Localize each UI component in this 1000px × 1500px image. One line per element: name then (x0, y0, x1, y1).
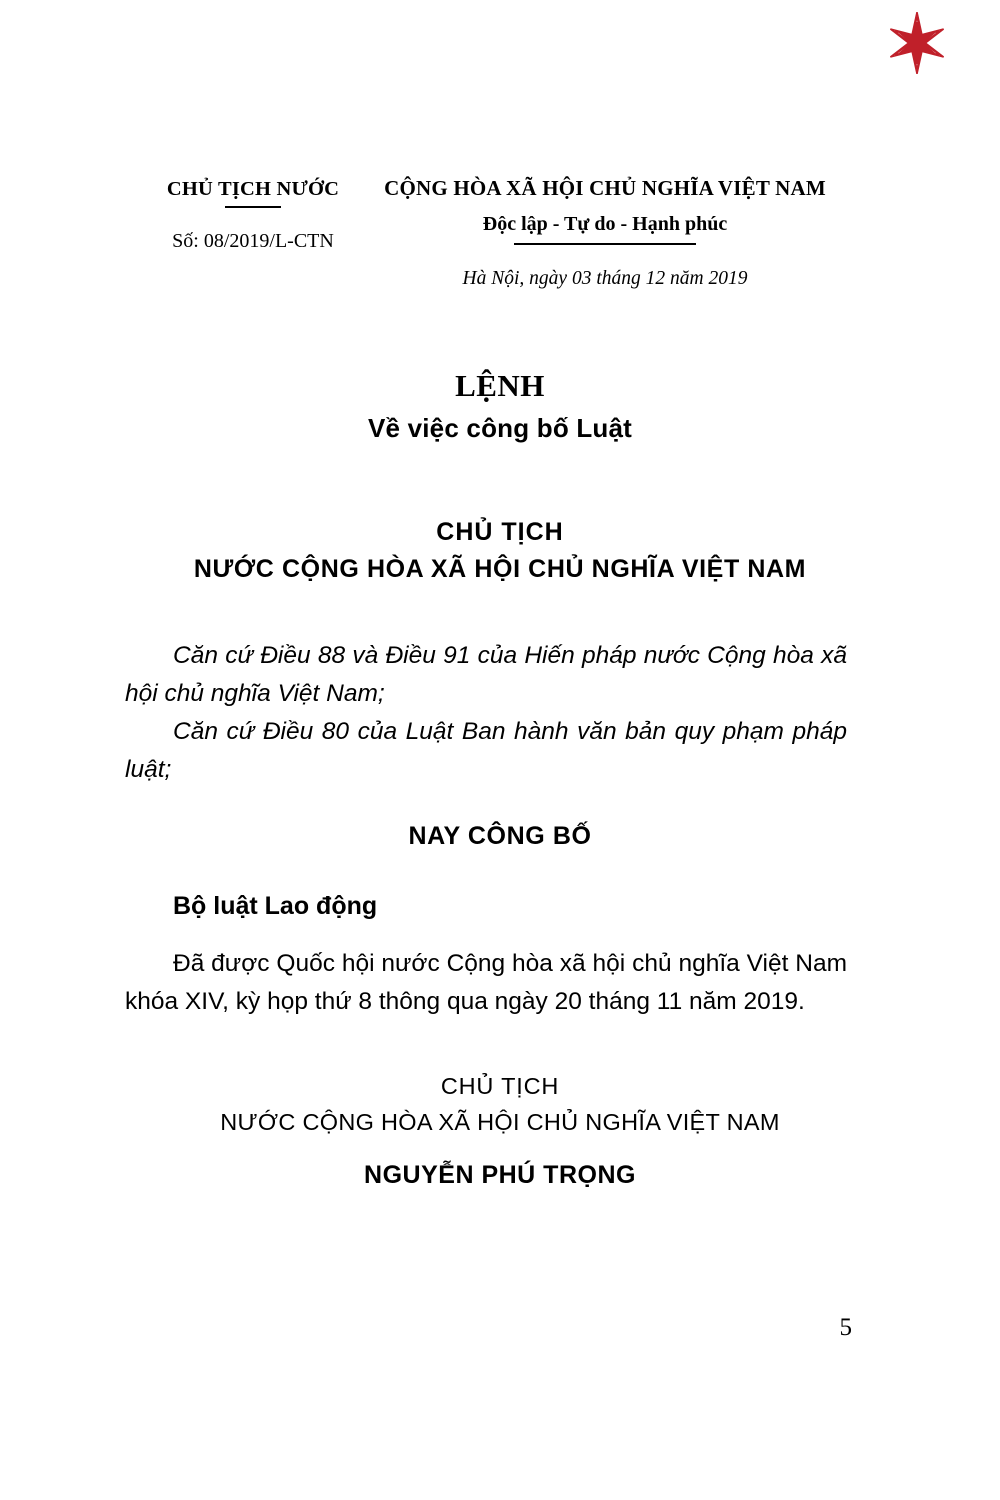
law-name: Bộ luật Lao động (173, 892, 378, 920)
passed-section (125, 945, 847, 1021)
declaration-label: NAY CÔNG BỐ (408, 822, 592, 850)
header-left-block (128, 178, 378, 253)
divider-short (225, 206, 281, 208)
signature-block (0, 1073, 1000, 1190)
authority-block (0, 518, 1000, 584)
page-subtitle: Về việc công bố Luật (367, 413, 633, 443)
document-header (0, 178, 1000, 328)
national-motto: Độc lập - Tự do - Hạnh phúc (482, 213, 728, 235)
authority-line-2: NƯỚC CỘNG HÒA XÃ HỘI CHỦ NGHĨA VIỆT NAM (193, 555, 807, 583)
divider-medium (514, 243, 696, 245)
basis-paragraph-1: Căn cứ Điều 88 và Điều 91 của Hiến pháp nước Cộng hòa xã hội chủ nghĩa Việt Nam; (125, 642, 847, 707)
authority-line-1: CHỦ TỊCH (436, 518, 564, 546)
signature-title-2: NƯỚC CỘNG HÒA XÃ HỘI CHỦ NGHĨA VIỆT NAM (220, 1109, 780, 1135)
document-number: Số: 08/2019/L-CTN (172, 230, 334, 252)
red-star-emblem (882, 8, 952, 78)
page-number: 5 (839, 1314, 852, 1341)
basis-paragraph-2: Căn cứ Điều 80 của Luật Ban hành văn bản quy phạm pháp luật; (125, 718, 847, 783)
passed-paragraph: Đã được Quốc hội nước Cộng hòa xã hội chủ nghĩa Việt Nam khóa XIV, kỳ họp thứ 8 thông qua ngày 20 tháng 11 năm 2019. (125, 950, 847, 1015)
signature-title-1: CHỦ TỊCH (440, 1073, 560, 1099)
place-and-date: Hà Nội, ngày 03 tháng 12 năm 2019 (462, 268, 748, 289)
legal-basis-section (125, 637, 847, 789)
country-name: CỘNG HÒA XÃ HỘI CHỦ NGHĨA VIỆT NAM (384, 176, 826, 200)
title-block (0, 368, 1000, 444)
issuer-label: CHỦ TỊCH NƯỚC (166, 178, 340, 200)
page-title: LỆNH (455, 368, 545, 403)
header-right-block (355, 176, 855, 290)
signatory-name: NGUYỄN PHÚ TRỌNG (364, 1161, 636, 1189)
